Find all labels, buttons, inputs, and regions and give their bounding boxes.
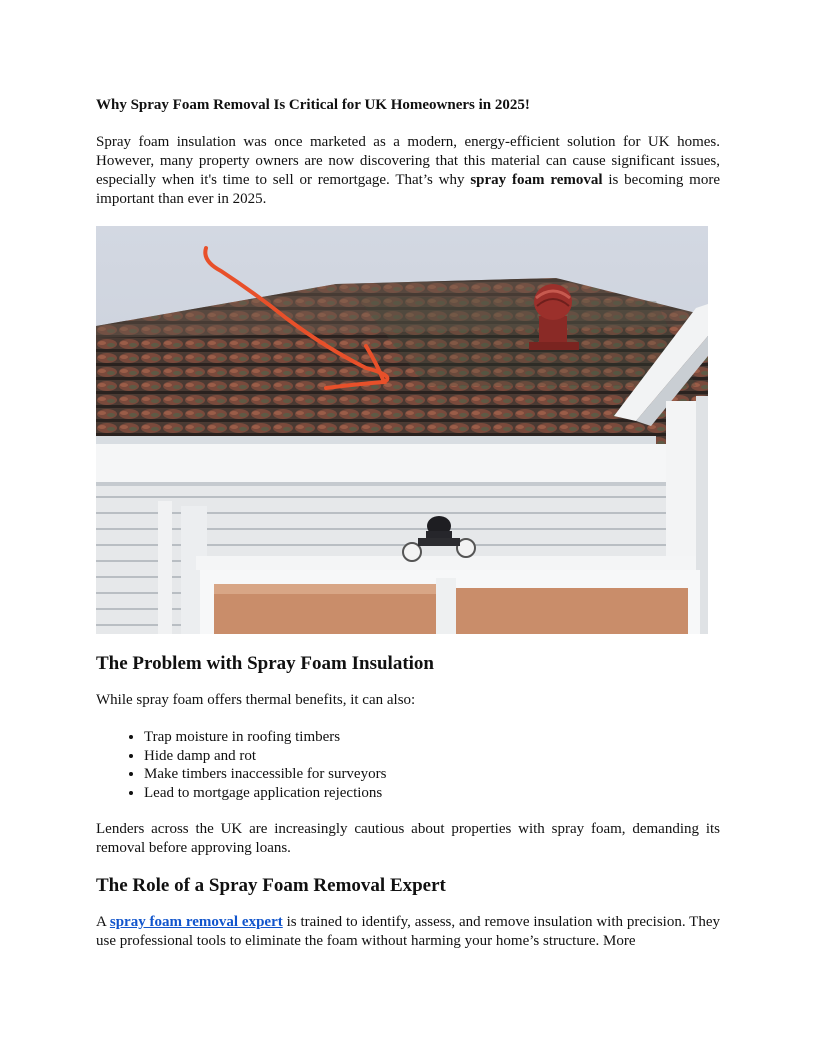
intro-bold-term: spray foam removal bbox=[470, 172, 603, 188]
list-item: • Trap moisture in roofing timbers bbox=[144, 728, 720, 747]
expert-text-end: is trained to identify, assess, and remove insulation with precision. They use professional tools to eliminate the foam without harming your home’s structure. More bbox=[96, 914, 720, 949]
intro-text-end: is becoming more important than ever in 2025. bbox=[96, 172, 720, 207]
list-item: • Make timbers inaccessible for surveyors bbox=[144, 765, 720, 784]
document-page bbox=[96, 96, 720, 951]
list-item: • Hide damp and rot bbox=[144, 747, 720, 766]
intro-text-start: Spray foam insulation was once marketed as a modern, energy-efficient solution for UK homes. However, many property owners are now discovering that this material can cause significant issues, especially when it's time to sell or remortgage. That’s why bbox=[96, 134, 720, 188]
section-heading-problem: The Problem with Spray Foam Insulation bbox=[96, 653, 434, 674]
expert-text-start: A bbox=[96, 914, 110, 930]
problem-list bbox=[96, 728, 720, 802]
expert-paragraph bbox=[96, 913, 720, 951]
lenders-paragraph: Lenders across the UK are increasingly cautious about properties with spray foam, demanding its removal before approving loans. bbox=[96, 821, 720, 856]
expert-link[interactable]: spray foam removal expert bbox=[109, 914, 283, 930]
roof-photo bbox=[96, 226, 708, 634]
section-heading-expert: The Role of a Spray Foam Removal Expert bbox=[96, 875, 446, 896]
list-item: • Lead to mortgage application rejections bbox=[144, 784, 720, 803]
document-title: Why Spray Foam Removal Is Critical for UK Homeowners in 2025! bbox=[96, 97, 530, 113]
problem-lead: While spray foam offers thermal benefits, it can also: bbox=[96, 692, 416, 708]
intro-paragraph bbox=[96, 133, 720, 209]
